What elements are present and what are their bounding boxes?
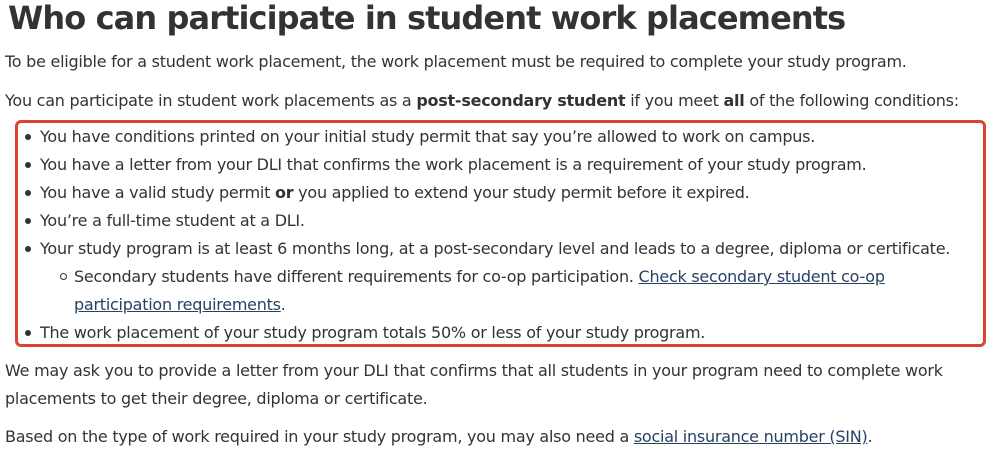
condition-valid-permit <box>40 179 990 207</box>
post-secondary-student-emphasis: post-secondary student <box>416 91 626 110</box>
page-title: Who can participate in student work placements <box>8 0 846 37</box>
secondary-students-note-text: Secondary students have different requirements for co-op participation. <box>74 267 639 286</box>
condition-full-time: You’re a full-time student at a DLI. <box>40 207 990 235</box>
all-emphasis: all <box>723 91 745 110</box>
conditions-intro-before: You can participate in student work placements as a <box>5 91 417 110</box>
eligibility-intro: To be eligible for a student work placement, the work placement must be required to complete your study program. <box>5 52 907 71</box>
condition-placement-percentage: The work placement of your study program totals 50% or less of your study program. <box>40 319 990 347</box>
sin-link[interactable]: social insurance number (SIN) <box>633 427 868 446</box>
condition-valid-permit-after: you applied to extend your study permit before it expired. <box>293 183 750 202</box>
secondary-coop-requirements-link[interactable]: Check secondary student co-op participation requirements <box>74 267 885 314</box>
conditions-intro-after: of the following conditions: <box>744 91 959 110</box>
condition-dli-letter: You have a letter from your DLI that confirms the work placement is a requirement of your study program. <box>40 151 990 179</box>
secondary-students-note-end: . <box>280 295 286 314</box>
sin-note <box>5 423 995 451</box>
dli-letter-note: We may ask you to provide a letter from your DLI that confirms that all students in your program need to complete work placements to get their degree, diploma or certificate. <box>5 361 943 408</box>
conditions-intro <box>5 87 995 115</box>
secondary-students-note <box>74 263 954 319</box>
condition-program-length-text: Your study program is at least 6 months long, at a post-secondary level and leads to a degree, diploma or certificate. <box>40 239 951 258</box>
condition-work-on-campus: You have conditions printed on your initial study permit that say you’re allowed to work on campus. <box>40 123 990 151</box>
condition-valid-permit-before: You have a valid study permit <box>40 183 275 202</box>
or-emphasis: or <box>274 183 294 202</box>
conditions-list <box>40 123 990 347</box>
condition-program-length <box>40 235 990 319</box>
program-length-sublist <box>40 263 990 319</box>
sin-note-before: Based on the type of work required in your study program, you may also need a <box>5 427 634 446</box>
sin-note-after: . <box>867 427 873 446</box>
conditions-intro-middle: if you meet <box>625 91 724 110</box>
